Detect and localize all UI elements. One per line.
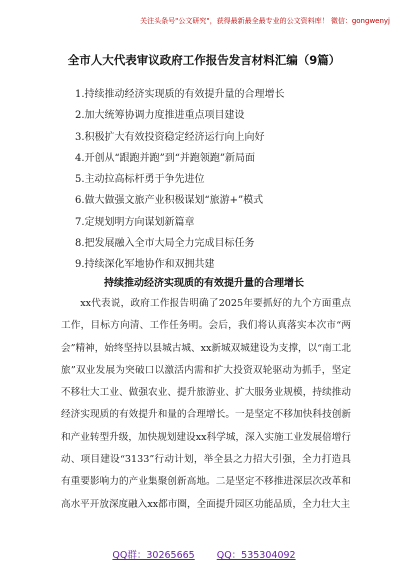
toc-item: 5.主动拉高标杆勇于争先进位: [75, 174, 205, 186]
toc-item: 1.持续推动经济实现质的有效提升量的合理增长: [75, 89, 285, 100]
toc-item: 3.积极扩大有效投资稳定经济运行向上向好: [75, 131, 265, 143]
section-heading: 持续推动经济实现质的有效提升量的合理增长: [104, 278, 304, 289]
footer-contact: [0, 547, 408, 561]
toc-item: 4.开创从“跟跑并跑”到“并跑领跑”新局面: [75, 152, 255, 164]
toc-item: 9.持续深化军地协作和双拥共建: [75, 259, 215, 271]
toc-item: 8.把发展融入全市大局全力完成目标任务: [75, 238, 255, 250]
toc-item: 6.做大做强文旅产业积极谋划“旅游+”模式: [75, 195, 264, 207]
table-of-contents: [75, 84, 375, 276]
header-banner: 关注头条号"公文研究"，获得最新最全最专业的公文资料库！ 微信：gongwenyj: [140, 17, 390, 25]
toc-item: 7.定规划明方向谋划新篇章: [75, 216, 195, 228]
body-paragraph: xx代表说，政府工作报告明确了2025年要抓好的九个方面重点工作，目标方向清、工作任务明。会后，我们将认真落实本次市“两会”精神，始终坚持以县城古城、xx新城双城建设为支撑，以“南工北旅”双业发展为突破口以激活内需和扩大投资双轮驱动为抓手，坚定不移壮大工业、做强农业、提升旅游业、扩大服务业规模，持续推动经济实现质的有效提升和量的合理增长。一是坚定不移加快科技创新和产业转型升级，加快规划建设xx科学城，深入实施工业发展倍增行动、项目建设“3133”行动计划，举全县之力招大引强，全力打造具有重要影响力的产业集聚创新高地。二是坚定不移推进深层次改革和高水平开放深度融入xx都市圈，全面提升园区功能品质，全力壮大主: [61, 298, 351, 510]
qq-contact-link[interactable]: QQ：535304092: [216, 550, 296, 561]
document-title: 全市人大代表审议政府工作报告发言材料汇编（9篇）: [67, 53, 341, 67]
toc-item: 2.加大统筹协调力度推进重点项目建设: [75, 110, 245, 122]
qq-group-link[interactable]: QQ群：30265665: [112, 550, 195, 561]
